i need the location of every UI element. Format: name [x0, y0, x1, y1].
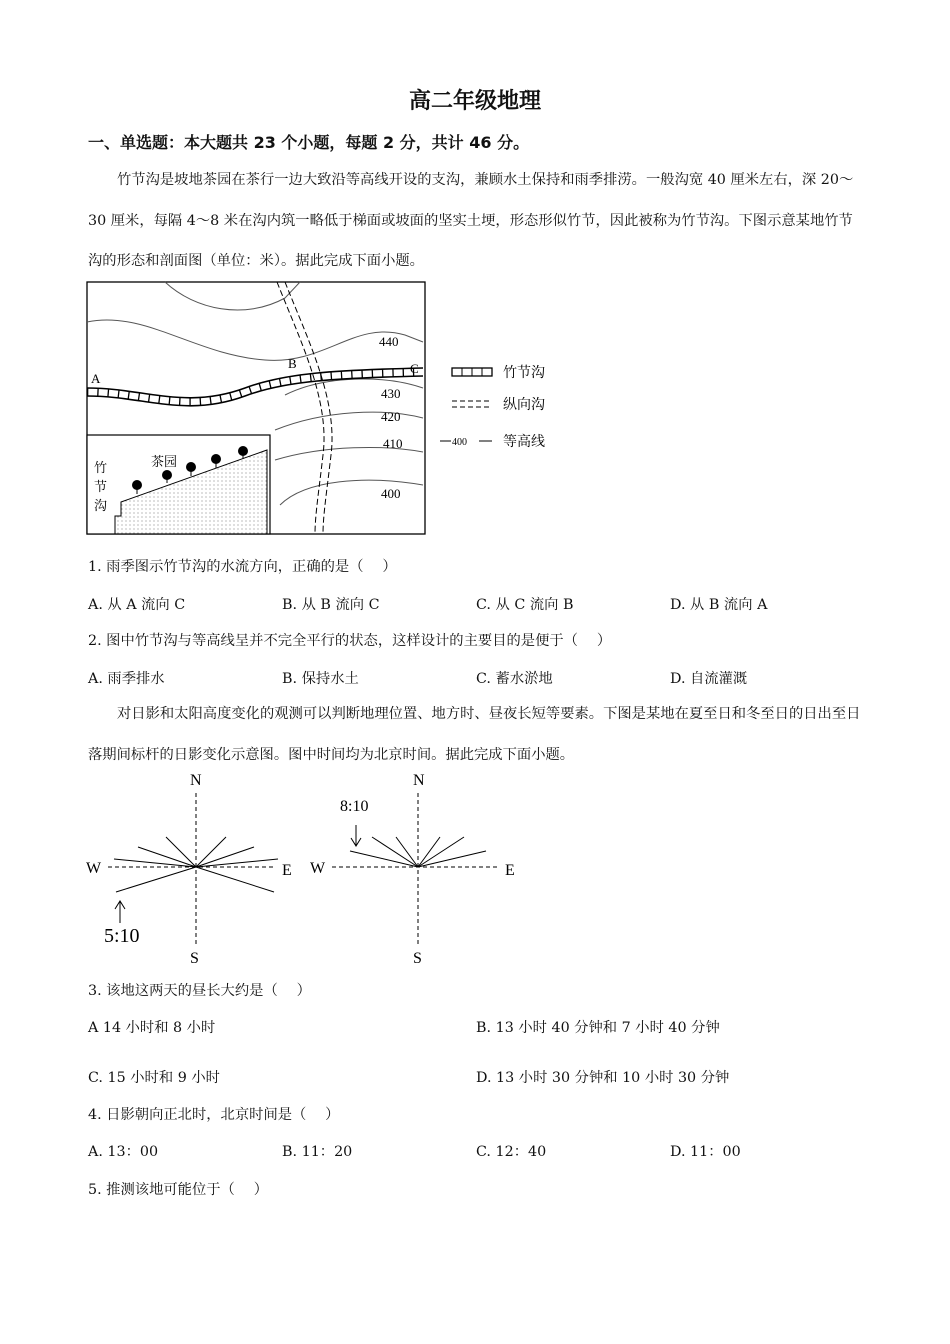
contour-label: 420 — [381, 409, 401, 424]
summer-shadow-diagram — [86, 772, 292, 967]
question-1-option[interactable]: D. 从 B 流向 A — [670, 597, 768, 613]
point-label-c: C — [410, 361, 419, 376]
svg-text:400: 400 — [452, 437, 467, 448]
east-label: E — [282, 862, 292, 879]
winter-shadow-diagram — [310, 772, 515, 967]
north-label: N — [413, 772, 425, 789]
tea-garden-label: 茶园 — [151, 454, 178, 469]
contour-label: 440 — [379, 334, 399, 349]
map-legend — [440, 364, 545, 450]
sunrise-time-label: 5:10 — [104, 925, 140, 947]
west-label: W — [310, 860, 326, 877]
question-2-stem: 2. 图中竹节沟与等高线呈并不完全平行的状态，这样设计的主要目的是便于（ ） — [88, 633, 612, 649]
section-heading: 一、单选题：本大题共 23 个小题，每题 2 分，共计 46 分。 — [88, 133, 530, 152]
north-label: N — [190, 772, 202, 789]
question-4-stem: 4. 日影朝向正北时，北京时间是（ ） — [88, 1107, 340, 1123]
east-label: E — [505, 862, 515, 879]
question-4-option[interactable]: B. 11：20 — [282, 1144, 353, 1160]
point-label-a: A — [91, 371, 101, 386]
contour-label: 430 — [381, 386, 401, 401]
point-label-b: B — [288, 356, 297, 371]
passage-2: 对日影和太阳高度变化的观测可以判断地理位置、地方时、昼夜长短等要素。下图是某地在夏至日和冬至日的日出至日落期间标杆的日影变化示意图。图中时间均为北京时间。据此完成下面小题。 — [88, 706, 861, 763]
question-2-option[interactable]: D. 自流灌溉 — [670, 671, 748, 687]
question-1-option[interactable]: B. 从 B 流向 C — [282, 597, 380, 613]
question-3-option[interactable]: A 14 小时和 8 小时 — [88, 1020, 216, 1036]
ditch-vertical-label: 节 — [94, 479, 108, 494]
legend-label-longitudinal-ditch: 纵向沟 — [503, 398, 545, 413]
legend-label-contour: 等高线 — [503, 435, 545, 450]
contour-map-figure — [85, 280, 560, 536]
shadow-diagram-figure — [80, 765, 530, 970]
contour-label: 400 — [381, 486, 401, 501]
dashed-ditch-legend-icon — [452, 401, 492, 407]
contour-legend-icon — [440, 437, 492, 448]
cross-section-inset — [87, 435, 270, 534]
south-label: S — [413, 950, 422, 967]
bamboo-ditch-legend-icon — [452, 368, 492, 376]
south-label: S — [190, 950, 199, 967]
west-label: W — [86, 860, 102, 877]
question-2-option[interactable]: C. 蓄水淤地 — [476, 671, 553, 687]
passage-1: 竹节沟是坡地茶园在茶行一边大致沿等高线开设的支沟，兼顾水土保持和雨季排涝。一般沟宽 40 厘米左右，深 20～30 厘米，每隔 4～8 米在沟内筑一略低于梯面或坡面的坚实土埂，形态形似竹节，因此被称为竹节沟。下图示意某地竹节沟的形态和剖面图（单位：米）。据此完成下面小题。 — [88, 172, 854, 269]
question-3-stem: 3. 该地这两天的昼长大约是（ ） — [88, 983, 311, 999]
question-4-option[interactable]: A. 13：00 — [88, 1144, 159, 1160]
legend-label-bamboo-ditch: 竹节沟 — [503, 366, 545, 381]
contour-label: 410 — [383, 436, 403, 451]
page-title: 高二年级地理 — [408, 89, 541, 114]
ditch-vertical-label: 竹 — [94, 460, 108, 475]
question-1-option[interactable]: A. 从 A 流向 C — [88, 597, 186, 613]
question-3-option[interactable]: C. 15 小时和 9 小时 — [88, 1070, 220, 1086]
question-5-stem: 5. 推测该地可能位于（ ） — [88, 1182, 268, 1198]
question-3-option[interactable]: D. 13 小时 30 分钟和 10 小时 30 分钟 — [476, 1070, 730, 1086]
question-2-option[interactable]: A. 雨季排水 — [88, 671, 165, 687]
morning-time-label: 8:10 — [340, 798, 369, 815]
ditch-vertical-label: 沟 — [94, 498, 108, 513]
question-4-option[interactable]: D. 11：00 — [670, 1144, 741, 1160]
question-4-option[interactable]: C. 12：40 — [476, 1144, 547, 1160]
question-2-option[interactable]: B. 保持水土 — [282, 671, 359, 687]
question-1-stem: 1. 雨季图示竹节沟的水流方向，正确的是（ ） — [88, 559, 397, 575]
question-3-option[interactable]: B. 13 小时 40 分钟和 7 小时 40 分钟 — [476, 1020, 720, 1036]
question-1-option[interactable]: C. 从 C 流向 B — [476, 597, 574, 613]
